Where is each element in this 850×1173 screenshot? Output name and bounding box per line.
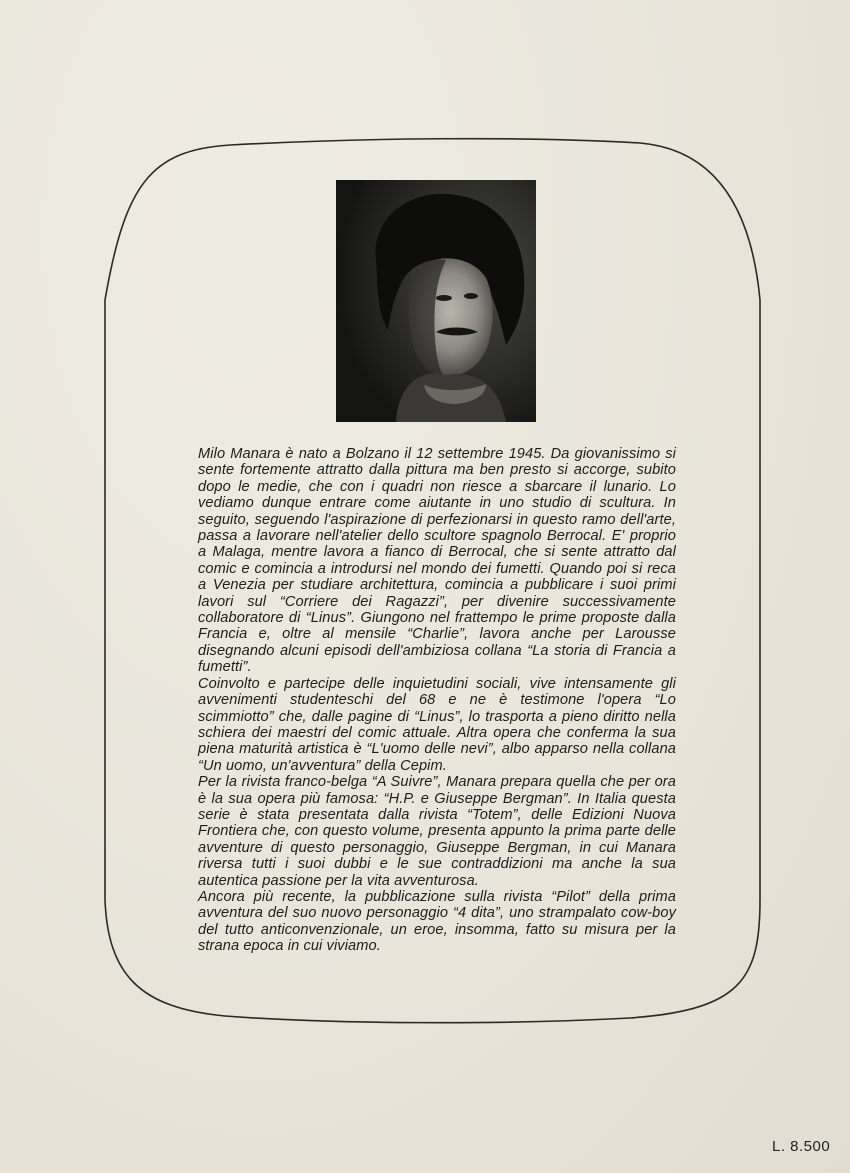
bio-paragraph-2: Coinvolto e partecipe delle inquietudini sociali, vive intensamente gli avvenimenti studenteschi del 68 e ne è testimone l'opera “Lo scimmiotto” che, dalle pagine di “Linus”, lo trasporta a pieno diritto nella schiera dei maestri del comic attuale. Altra opera che conferma la sua piena maturità artistica è “L'uomo delle nevi”, albo apparso nella collana “Un uomo, un'avventura” della Cepim. [198,675,676,774]
bio-paragraph-4: Ancora più recente, la pubblicazione sulla rivista “Pilot” della prima avventura del suo nuovo personaggio “4 dita”, uno strampalato cow-boy del tutto anticonvenzionale, un eroe, insomma, fatto su misura per la strana epoca in cui viviamo. [198,888,676,955]
bio-paragraph-1: Milo Manara è nato a Bolzano il 12 settembre 1945. Da giovanissimo si sente fortemente attratto dalla pittura ma ben presto si accorge, subito dopo le medie, che con i quadri non riesce a sbarcare il lunario. Lo vediamo dunque entrare come aiutante in uno studio di scultura. In seguito, seguendo l'aspirazione di perfezionarsi in questo ramo dell'arte, passa a lavorare nell'atelier dello scultore spagnolo Berrocal. E' proprio a Malaga, mentre lavora a fianco di Berrocal, che si sente attratto dal comic e comincia a introdursi nel mondo dei fumetti. Quando poi si reca a Venezia per studiare architettura, comincia a pubblicare i suoi primi lavori sul “Corriere dei Ragazzi”, per divenire successivamente collaboratore di “Linus”. Giungono nel frattempo le prime proposte dalla Francia e, oltre al mensile “Charlie”, lavora anche per Larousse disegnando alcuni episodi dell'ambiziosa collana “La storia di Francia a fumetti”. [198,446,676,676]
bio-paragraph-3: Per la rivista franco-belga “A Suivre”, Manara prepara quella che per ora è la sua opera più famosa: “H.P. e Giuseppe Bergman”. In Italia questa serie è stata presentata dalla rivista “Totem”, delle Edizioni Nuova Frontiera che, con questo volume, presenta appunto la prima parte delle avventure di questo personaggio, Giuseppe Bergman, in cui Manara riversa tutti i suoi dubbi e le sue contraddizioni ma anche la sua autentica passione per la vita avventurosa. [198,774,676,889]
price-label: L. 8.500 [772,1138,831,1155]
author-portrait-photo [336,180,536,422]
biography-text [198,446,676,955]
